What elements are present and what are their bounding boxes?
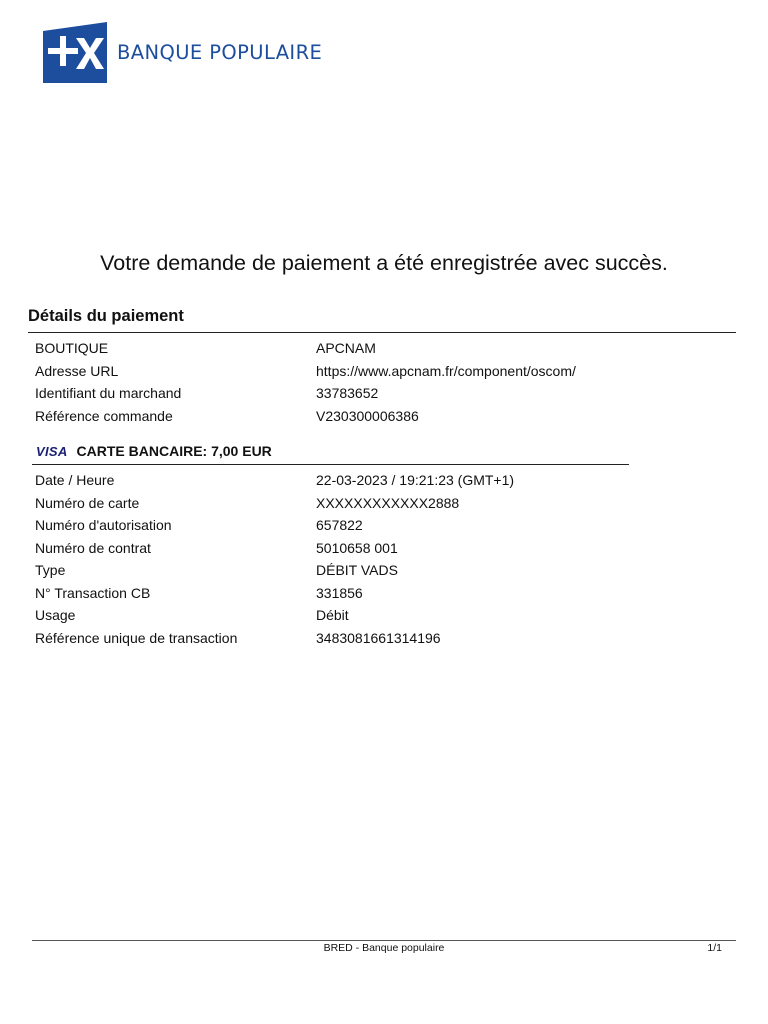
card-label: Numéro d'autorisation	[35, 517, 172, 534]
detail-value: APCNAM	[316, 340, 376, 357]
banque-populaire-logo-icon	[43, 22, 107, 83]
payment-details-title: Détails du paiement	[28, 307, 184, 325]
detail-value: https://www.apcnam.fr/component/oscom/	[316, 362, 576, 379]
payment-details-list	[35, 337, 675, 427]
card-row-datetime	[35, 469, 675, 492]
card-value: 331856	[316, 584, 363, 601]
detail-label: BOUTIQUE	[35, 340, 109, 357]
footer-text: BRED - Banque populaire	[323, 942, 445, 954]
card-value: Débit	[316, 607, 349, 624]
card-header	[36, 443, 272, 459]
card-label: Usage	[35, 607, 76, 624]
card-value: DÉBIT VADS	[316, 562, 398, 579]
card-row-usage	[35, 604, 675, 627]
page-number: 1/1	[707, 942, 722, 954]
detail-row-url	[35, 360, 675, 383]
success-message: Votre demande de paiement a été enregistrée avec succès.	[100, 251, 668, 275]
card-row-type	[35, 559, 675, 582]
card-row-contract	[35, 537, 675, 560]
card-label: Date / Heure	[35, 472, 115, 489]
card-row-authorization	[35, 514, 675, 537]
detail-row-merchant-id	[35, 382, 675, 405]
card-value: 657822	[316, 517, 363, 534]
card-row-transaction-cb	[35, 582, 675, 605]
brand-logo	[43, 22, 322, 83]
card-value: 22-03-2023 / 19:21:23 (GMT+1)	[316, 472, 515, 489]
card-label: Numéro de carte	[35, 494, 140, 511]
detail-value: 33783652	[316, 385, 379, 402]
detail-row-order-ref	[35, 405, 675, 428]
card-row-unique-ref	[35, 627, 675, 650]
card-label: Numéro de contrat	[35, 539, 151, 556]
card-label: N° Transaction CB	[35, 584, 151, 601]
brand-name: BANQUE POPULAIRE	[117, 41, 323, 64]
card-value: XXXXXXXXXXXX2888	[316, 494, 460, 511]
card-details-list	[35, 469, 675, 649]
detail-row-shop	[35, 337, 675, 360]
detail-label: Référence commande	[35, 407, 173, 424]
card-divider	[32, 464, 629, 465]
detail-label: Identifiant du marchand	[35, 385, 182, 402]
visa-icon: VISA	[36, 443, 68, 459]
detail-value: V230300006386	[316, 407, 419, 424]
card-label: Type	[35, 562, 66, 579]
card-row-card-number	[35, 492, 675, 515]
detail-label: Adresse URL	[35, 362, 119, 379]
section-divider	[28, 332, 736, 333]
card-label: Référence unique de transaction	[35, 629, 238, 646]
card-value: 5010658 001	[316, 539, 398, 556]
card-value: 3483081661314196	[316, 629, 441, 646]
footer-divider	[32, 940, 736, 941]
card-amount-title: CARTE BANCAIRE: 7,00 EUR	[76, 443, 272, 459]
